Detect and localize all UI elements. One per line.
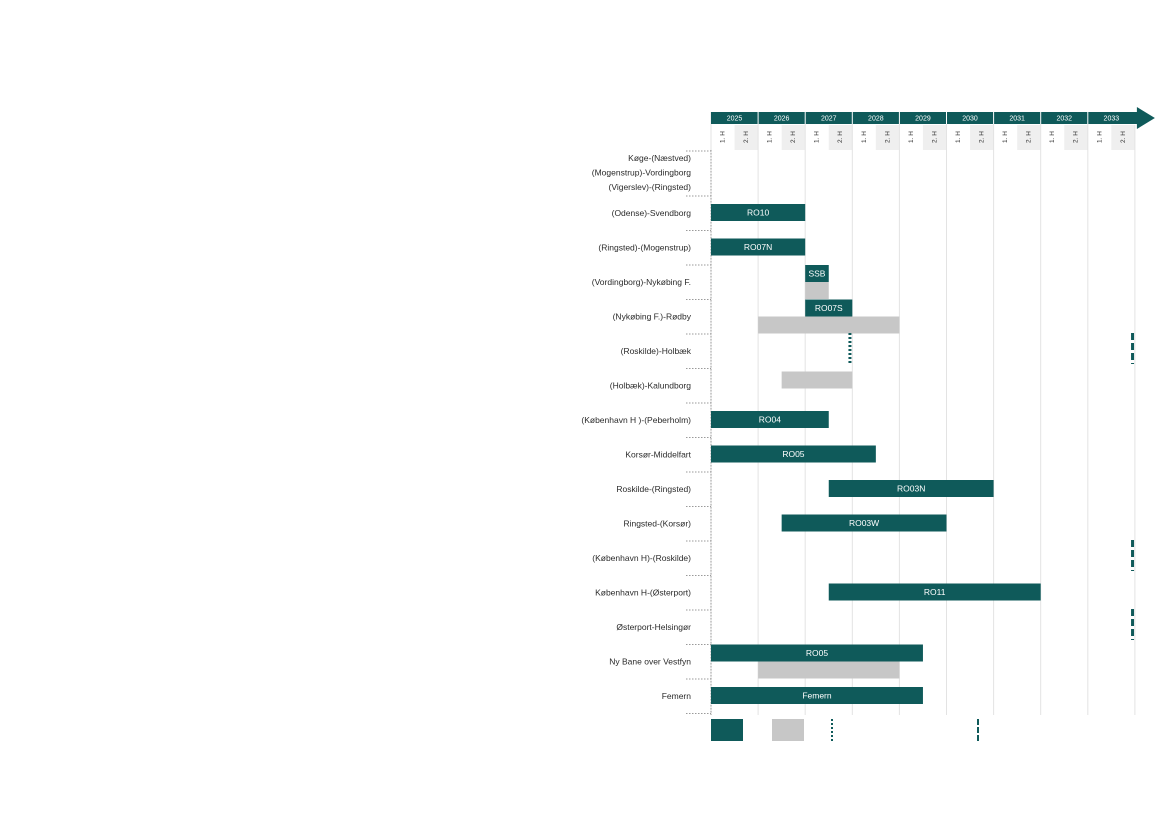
half-year-label: 1. H	[766, 131, 774, 143]
row-label: (Nykøbing F.)-Rødby	[612, 311, 691, 322]
legend-primary-swatch	[711, 719, 743, 741]
bar-label: RO03N	[897, 483, 926, 494]
secondary-bar	[782, 372, 853, 389]
bar-label: RO10	[746, 207, 770, 218]
half-year-label: 2. H	[1072, 131, 1080, 143]
half-year-label: 2. H	[790, 131, 798, 143]
row-label: Korsør-Middelfart	[625, 449, 691, 460]
half-year-label: 2. H	[931, 131, 939, 143]
half-year-label: 2. H	[978, 131, 986, 143]
year-label: 2025	[726, 115, 743, 123]
row-label: Ringsted-(Korsør)	[623, 518, 691, 529]
half-year-label: 1. H	[954, 131, 962, 143]
bar-label: RO05	[805, 648, 829, 658]
row-label: (Mogenstrup)-Vordingborg	[591, 167, 691, 178]
row-label: (Holbæk)-Kalundborg	[609, 380, 691, 391]
bars	[711, 204, 1041, 704]
row-label: (Ringsted)-(Mogenstrup)	[598, 242, 691, 253]
year-label: 2027	[820, 115, 837, 123]
legend	[711, 719, 978, 741]
bar-label: Femern	[802, 690, 832, 701]
year-label: 2030	[962, 115, 978, 123]
row-labels	[581, 153, 691, 701]
half-year-label: 1. H	[860, 131, 868, 143]
year-label: 2026	[773, 115, 790, 123]
year-label: 2029	[915, 115, 931, 123]
legend-secondary-swatch	[772, 719, 804, 741]
row-label: (Vordingborg)-Nykøbing F.	[591, 277, 691, 287]
row-label: Roskilde-(Ringsted)	[616, 484, 691, 494]
bar-label: RO05	[782, 449, 805, 459]
bar-label: RO04	[758, 414, 781, 425]
row-label: (København H)-(Roskilde)	[592, 553, 691, 563]
row-label: (Vigerslev)-(Ringsted)	[608, 182, 691, 192]
bar-label: RO11	[923, 587, 946, 597]
half-year-label: 1. H	[1002, 131, 1010, 143]
half-year-label: 1. H	[813, 131, 821, 143]
half-year-label: 1. H	[1096, 131, 1104, 143]
year-label: 2033	[1103, 115, 1120, 123]
row-label: (Roskilde)-Holbæk	[620, 346, 691, 356]
row-label: Ny Bane over Vestfyn	[609, 656, 691, 667]
row-label: Femern	[661, 691, 691, 701]
timeline-header	[711, 107, 1155, 143]
secondary-bar	[805, 282, 829, 299]
half-year-label: 1. H	[1049, 131, 1057, 143]
half-year-label: 2. H	[1025, 131, 1033, 143]
half-year-label: 2. H	[837, 131, 845, 143]
row-label: Køge-(Næstved)	[628, 153, 691, 163]
row-label: (København H )-(Peberholm)	[581, 415, 691, 425]
row-label: (Odense)-Svendborg	[611, 208, 691, 218]
bar-label: RO07S	[814, 303, 843, 313]
secondary-bar	[758, 317, 899, 334]
year-label: 2031	[1009, 115, 1025, 123]
row-label: København H-(Østerport)	[595, 587, 691, 598]
bar-label: RO07N	[743, 242, 773, 252]
half-year-label: 2. H	[743, 131, 751, 143]
bar-label: RO03W	[848, 518, 880, 528]
year-label: 2028	[868, 115, 884, 123]
half-year-label: 2. H	[884, 131, 892, 143]
secondary-bar	[758, 662, 899, 679]
bar-label: SSB	[808, 268, 826, 279]
year-label: 2032	[1056, 115, 1073, 123]
half-year-label: 1. H	[907, 131, 915, 143]
half-year-label: 1. H	[719, 131, 727, 143]
half-year-label: 2. H	[1119, 131, 1127, 143]
row-label: Østerport-Helsingør	[616, 622, 691, 632]
